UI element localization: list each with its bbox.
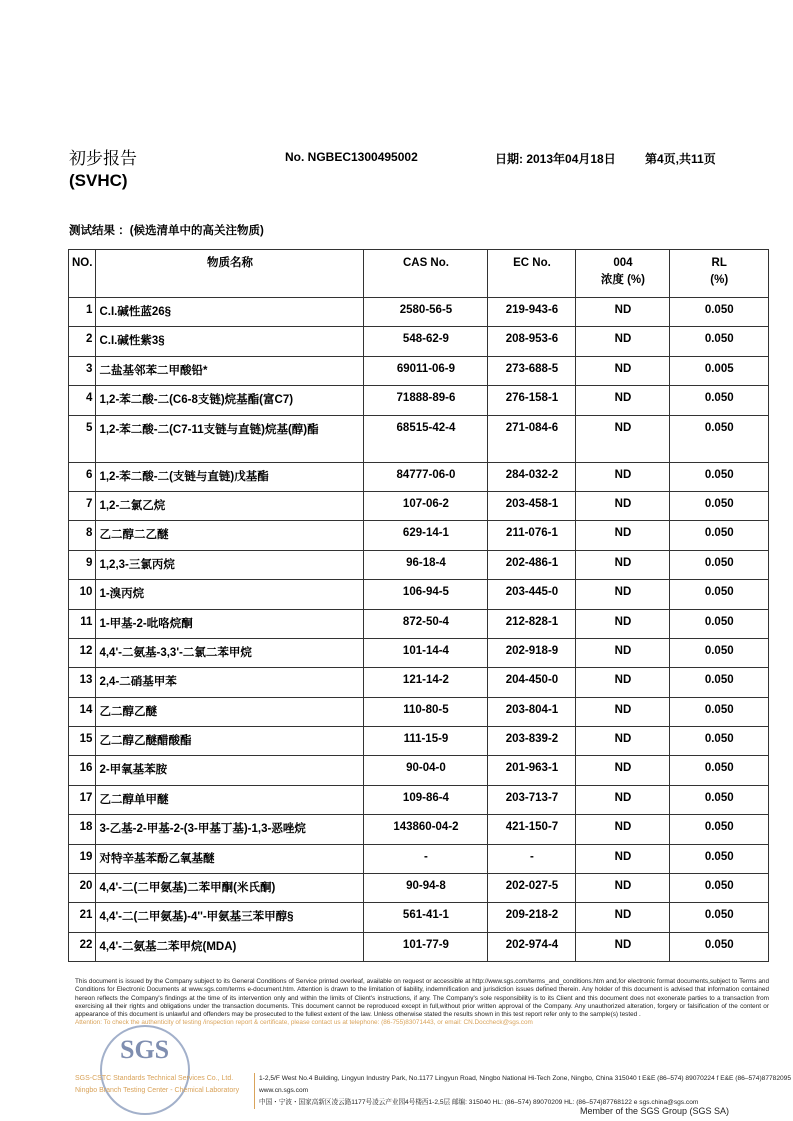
page-number: 第4页,共11页 (645, 152, 716, 166)
cell-name: 1,2-苯二酸-二(C7-11支链与直链)烷基(醇)酯 (96, 415, 364, 462)
cell-no: 11 (69, 609, 96, 638)
cell-result: ND (576, 356, 670, 385)
cell-ec: 219-943-6 (488, 298, 576, 327)
col-sample (576, 250, 670, 298)
cell-name: 1,2,3-三氯丙烷 (96, 550, 364, 579)
table-row (69, 386, 769, 415)
cell-result: ND (576, 903, 670, 932)
table-row (69, 327, 769, 356)
cell-ec: 203-713-7 (488, 785, 576, 814)
cell-cas: 143860-04-2 (364, 815, 488, 844)
cell-no: 14 (69, 697, 96, 726)
cell-rl: 0.050 (670, 932, 769, 961)
cell-rl: 0.050 (670, 638, 769, 667)
cell-cas: 69011-06-9 (364, 356, 488, 385)
cell-rl: 0.050 (670, 550, 769, 579)
cell-no: 7 (69, 491, 96, 520)
table-row (69, 903, 769, 932)
col-rl (670, 250, 769, 298)
cell-name: 1-溴丙烷 (96, 580, 364, 609)
cell-rl: 0.050 (670, 903, 769, 932)
cell-rl: 0.050 (670, 462, 769, 491)
cell-name: 4,4'-二(二甲氨基)-4''-甲氨基三苯甲醇§ (96, 903, 364, 932)
cell-name: 乙二醇二乙醚 (96, 521, 364, 550)
cell-cas: 107-06-2 (364, 491, 488, 520)
cell-name: 对特辛基苯酚乙氧基醚 (96, 844, 364, 873)
cell-name: 乙二醇乙醚醋酸酯 (96, 727, 364, 756)
cell-result: ND (576, 580, 670, 609)
conc-label: 浓度 (%) (600, 274, 645, 286)
cell-cas: 111-15-9 (364, 727, 488, 756)
cell-cas: 90-04-0 (364, 756, 488, 785)
cell-ec: 203-804-1 (488, 697, 576, 726)
cell-name: 4,4'-二(二甲氨基)二苯甲酮(米氏酮) (96, 874, 364, 903)
cell-no: 2 (69, 327, 96, 356)
cell-name: 2-甲氧基苯胺 (96, 756, 364, 785)
cell-no: 3 (69, 356, 96, 385)
cell-result: ND (576, 462, 670, 491)
cell-rl: 0.050 (670, 298, 769, 327)
cell-rl: 0.050 (670, 580, 769, 609)
cell-no: 18 (69, 815, 96, 844)
company-name (75, 1073, 239, 1097)
cell-cas: 872-50-4 (364, 609, 488, 638)
address-cn: 中国・宁波・国家高新区凌云路1177号凌云产业园4号楼西1-2,5层 邮编: 315040 HL: (86–574) 89070209 HL: (86–574)87768122 e sgs.china@sgs.com (259, 1099, 699, 1106)
cell-ec: 203-445-0 (488, 580, 576, 609)
table-row (69, 697, 769, 726)
report-title: 初步报告 (69, 149, 137, 168)
cell-rl: 0.050 (670, 815, 769, 844)
cell-rl: 0.050 (670, 668, 769, 697)
cell-result: ND (576, 638, 670, 667)
report-number: No. NGBEC1300495002 (285, 150, 418, 164)
cell-result: ND (576, 785, 670, 814)
rl-label: RL (711, 257, 727, 269)
disclaimer (75, 978, 769, 1028)
disclaimer-text: This document is issued by the Company subject to its General Conditions of Service printed overleaf, available on request or accessible at http://www.sgs.com/terms_and_conditions.htm and,for electronic format documents,subject to Terms and Conditions for Electronic Documents at www.sgs.com/terms e-document.htm. Attention is drawn to the limitation of liability, indemnification and jurisdiction issues defined therein. Any holder of this document is advised that information contained hereon reflects the Company's findings at the time of its intervention only and within the limits of Client's instructions, if any. The Company's sole responsibility is to its Client and this document does not exonerate parties to a transaction from exercising all their rights and obligations under the transaction documents. This document cannot be reproduced except in full,without prior written approval of the Company. Any unauthorized alteration, forgery or falsification of the content or appearance of this document is unlawful and offenders may be prosecuted to the fullest extent of the law. Unless otherwise stated the results shown in this test report refer only to the sample(s) tested . (75, 978, 769, 1019)
table-row (69, 727, 769, 756)
company-line-1: SGS-CSTC Standards Technical Services Co., Ltd. (75, 1075, 234, 1082)
report-subtitle: (SVHC) (69, 171, 128, 190)
cell-no: 8 (69, 521, 96, 550)
cell-ec: 209-218-2 (488, 903, 576, 932)
cell-rl: 0.050 (670, 491, 769, 520)
cell-ec: 212-828-1 (488, 609, 576, 638)
cell-ec: 276-158-1 (488, 386, 576, 415)
table-row (69, 932, 769, 961)
cell-rl: 0.050 (670, 844, 769, 873)
cell-result: ND (576, 844, 670, 873)
cell-name: 1,2-苯二酸-二(支链与直链)戊基酯 (96, 462, 364, 491)
cell-ec: 202-974-4 (488, 932, 576, 961)
cell-no: 5 (69, 415, 96, 462)
rl-unit: (%) (710, 274, 729, 286)
cell-cas: 561-41-1 (364, 903, 488, 932)
section-title: 测试结果 ：(候选清单中的高关注物质) (69, 225, 264, 237)
cell-rl: 0.050 (670, 386, 769, 415)
cell-rl: 0.050 (670, 874, 769, 903)
cell-ec: 211-076-1 (488, 521, 576, 550)
cell-rl: 0.050 (670, 521, 769, 550)
cell-result: ND (576, 386, 670, 415)
table-row (69, 462, 769, 491)
table-row (69, 638, 769, 667)
cell-cas: 121-14-2 (364, 668, 488, 697)
cell-ec: 271-084-6 (488, 415, 576, 462)
cell-no: 9 (69, 550, 96, 579)
table-row (69, 298, 769, 327)
cell-cas: 101-77-9 (364, 932, 488, 961)
cell-result: ND (576, 756, 670, 785)
cell-no: 6 (69, 462, 96, 491)
cell-ec: 203-458-1 (488, 491, 576, 520)
col-no: NO. (69, 250, 96, 298)
cell-cas: - (364, 844, 488, 873)
cell-rl: 0.050 (670, 697, 769, 726)
table-row (69, 356, 769, 385)
cell-name: 4,4'-二氨基-3,3'-二氯二苯甲烷 (96, 638, 364, 667)
cell-cas: 101-14-4 (364, 638, 488, 667)
cell-no: 1 (69, 298, 96, 327)
cell-rl: 0.050 (670, 327, 769, 356)
cell-result: ND (576, 298, 670, 327)
cell-ec: 273-688-5 (488, 356, 576, 385)
table-row (69, 521, 769, 550)
address-en: 1-2,5/F West No.4 Building, Lingyun Industry Park, No.1177 Lingyun Road, Ningbo National Hi-Tech Zone, Ningbo, China 315040 t E&E (86–574) 89070224 f E&E (86–574)87782095 www.cn.sgs.com (259, 1075, 791, 1094)
cell-cas: 96-18-4 (364, 550, 488, 579)
cell-name: 1-甲基-2-吡咯烷酮 (96, 609, 364, 638)
cell-no: 22 (69, 932, 96, 961)
cell-cas: 110-80-5 (364, 697, 488, 726)
cell-result: ND (576, 491, 670, 520)
cell-no: 19 (69, 844, 96, 873)
cell-no: 12 (69, 638, 96, 667)
cell-ec: - (488, 844, 576, 873)
member-line: Member of the SGS Group (SGS SA) (580, 1106, 730, 1116)
cell-name: 1,2-二氯乙烷 (96, 491, 364, 520)
cell-name: 3-乙基-2-甲基-2-(3-甲基丁基)-1,3-恶唑烷 (96, 815, 364, 844)
attention-text: Attention: To check the authenticity of testing /inspection report & certificate, please contact us at telephone: (86-755)83071443, or email: CN.Doccheck@sgs.com (75, 1019, 533, 1027)
company-line-2: Ningbo Branch Testing Center - Chemical Laboratory (75, 1087, 240, 1094)
cell-cas: 548-62-9 (364, 327, 488, 356)
cell-cas: 71888-89-6 (364, 386, 488, 415)
table-row (69, 415, 769, 462)
sgs-seal (100, 1025, 190, 1115)
cell-rl: 0.050 (670, 609, 769, 638)
cell-name: C.I.碱性紫3§ (96, 327, 364, 356)
cell-rl: 0.050 (670, 756, 769, 785)
table-row (69, 874, 769, 903)
cell-no: 10 (69, 580, 96, 609)
table-row (69, 668, 769, 697)
cell-ec: 202-027-5 (488, 874, 576, 903)
cell-rl: 0.050 (670, 415, 769, 462)
table-row (69, 580, 769, 609)
cell-cas: 68515-42-4 (364, 415, 488, 462)
cell-rl: 0.050 (670, 727, 769, 756)
cell-result: ND (576, 550, 670, 579)
table-row (69, 815, 769, 844)
cell-no: 15 (69, 727, 96, 756)
table-row (69, 491, 769, 520)
cell-result: ND (576, 609, 670, 638)
col-name: 物质名称 (96, 250, 364, 298)
cell-rl: 0.005 (670, 356, 769, 385)
report-date: 日期: 2013年04月18日 (495, 152, 616, 166)
cell-no: 17 (69, 785, 96, 814)
sgs-logo-text: SGS (120, 1035, 170, 1064)
cell-no: 16 (69, 756, 96, 785)
col-ec: EC No. (488, 250, 576, 298)
cell-ec: 284-032-2 (488, 462, 576, 491)
cell-result: ND (576, 932, 670, 961)
cell-ec: 203-839-2 (488, 727, 576, 756)
table-row (69, 756, 769, 785)
cell-name: 4,4'-二氨基二苯甲烷(MDA) (96, 932, 364, 961)
cell-result: ND (576, 415, 670, 462)
cell-no: 13 (69, 668, 96, 697)
cell-ec: 201-963-1 (488, 756, 576, 785)
cell-name: 二盐基邻苯二甲酸铅* (96, 356, 364, 385)
cell-result: ND (576, 874, 670, 903)
cell-result: ND (576, 668, 670, 697)
cell-no: 21 (69, 903, 96, 932)
results-table (68, 249, 769, 962)
cell-cas: 2580-56-5 (364, 298, 488, 327)
cell-result: ND (576, 815, 670, 844)
cell-ec: 208-953-6 (488, 327, 576, 356)
cell-cas: 629-14-1 (364, 521, 488, 550)
cell-name: 乙二醇乙醚 (96, 697, 364, 726)
cell-cas: 109-86-4 (364, 785, 488, 814)
cell-result: ND (576, 521, 670, 550)
table-header (69, 250, 769, 298)
company-address (254, 1073, 793, 1109)
cell-ec: 202-486-1 (488, 550, 576, 579)
cell-result: ND (576, 697, 670, 726)
cell-cas: 84777-06-0 (364, 462, 488, 491)
table-row (69, 550, 769, 579)
cell-result: ND (576, 727, 670, 756)
cell-name: 2,4-二硝基甲苯 (96, 668, 364, 697)
cell-rl: 0.050 (670, 785, 769, 814)
cell-name: C.I.碱性蓝26§ (96, 298, 364, 327)
cell-cas: 90-94-8 (364, 874, 488, 903)
cell-name: 乙二醇单甲醚 (96, 785, 364, 814)
cell-ec: 202-918-9 (488, 638, 576, 667)
cell-result: ND (576, 327, 670, 356)
cell-no: 20 (69, 874, 96, 903)
sample-id: 004 (613, 257, 633, 269)
cell-no: 4 (69, 386, 96, 415)
table-row (69, 609, 769, 638)
cell-ec: 204-450-0 (488, 668, 576, 697)
cell-ec: 421-150-7 (488, 815, 576, 844)
table-row (69, 844, 769, 873)
table-row (69, 785, 769, 814)
col-cas: CAS No. (364, 250, 488, 298)
cell-cas: 106-94-5 (364, 580, 488, 609)
cell-name: 1,2-苯二酸-二(C6-8支链)烷基酯(富C7) (96, 386, 364, 415)
